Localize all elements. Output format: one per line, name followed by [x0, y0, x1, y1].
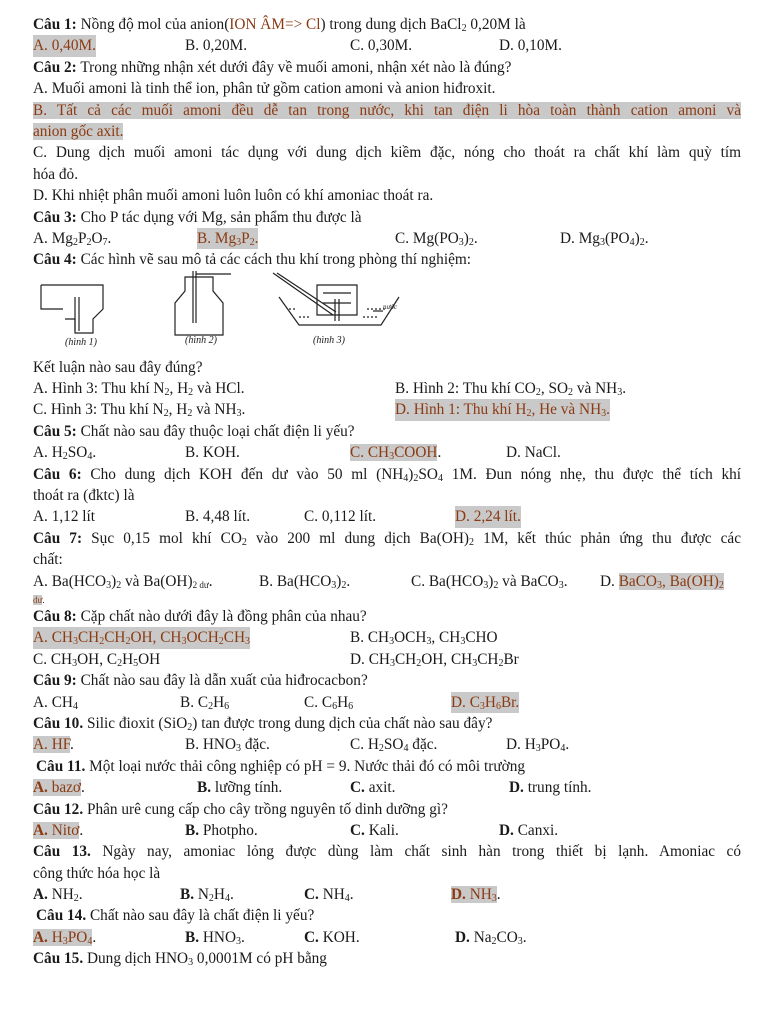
question-number: Câu 12.: [33, 800, 84, 818]
question-10: Câu 10. Silic đioxit (SiO$_2$) tan được trong dung dịch của chất nào sau đây?: [33, 714, 493, 733]
answer-option-a[interactable]: A. $H_3PO_4$.: [33, 928, 97, 947]
question-14: Câu 14. Chất nào sau đây là chất điện li yếu?: [36, 907, 315, 925]
answer-option-d[interactable]: D. 2,24 lít.: [455, 506, 521, 527]
answer-option-d[interactable]: D. 0,10M.: [499, 37, 562, 55]
handwritten-note: ION ÂM=> Cl: [229, 16, 321, 33]
answer-option-d[interactable]: D. $NH_3$.: [451, 886, 501, 905]
figure-3-caption: (hình 3): [313, 334, 345, 346]
question-4: Câu 4: Các hình vẽ sau mô tả các cách thu khí trong phòng thí nghiệm:: [33, 251, 472, 269]
question-number: Câu 10.: [33, 714, 84, 732]
question-number: Câu 8:: [33, 607, 77, 625]
question-12: Câu 12. Phân urê cung cấp cho cây trồng nguyên tố dinh dưỡng gì?: [33, 800, 448, 818]
answer-option-c[interactable]: C. 0,30M.: [350, 37, 413, 55]
answers-6: [33, 506, 741, 527]
answer-option-c[interactable]: C. $H_2SO_4$ đặc.: [350, 736, 438, 755]
question-number: Câu 2:: [33, 58, 77, 76]
answer-option-b[interactable]: B. $N_2H_4$.: [180, 886, 234, 905]
answers-11: [33, 777, 741, 798]
figure-area: [33, 271, 741, 357]
answers-1: [33, 35, 741, 56]
answer-option-a[interactable]: A. $CH_4$: [33, 693, 78, 712]
answer-option-a[interactable]: A. HF.: [33, 736, 74, 754]
answer-option-d[interactable]: D. $CH_3CH_2OH$, $CH_3CH_2Br$: [350, 650, 519, 669]
question-8: Câu 8: Cặp chất nào dưới đây là đồng phân của nhau?: [33, 607, 367, 625]
answer-option-b[interactable]: B. $Mg_3P_2$.: [197, 229, 259, 248]
answers-3: [33, 228, 741, 249]
figure-2-caption: (hình 2): [185, 334, 217, 346]
figure-1-caption: (hình 1): [65, 336, 97, 348]
question-15: Câu 15. Dung dịch $HNO_3$ 0,0001M có pH bằng: [33, 950, 327, 969]
answer-option-d[interactable]: D. BaCO$_3$, $Ba(OH)_2$: [600, 572, 724, 591]
answer-option-c[interactable]: C. $Ba(HCO_3)_2$ và BaCO$_3$.: [411, 572, 568, 591]
answer-option-c[interactable]: C. Hình 3: Thu khí $N_2$, $H_2$ và $NH_3$.: [33, 401, 246, 420]
figure-3-apparatus: [273, 273, 399, 325]
exam-document: [33, 14, 741, 970]
question-number: Câu 1:: [33, 16, 77, 33]
answer-option-b[interactable]: B. $HNO_3$ đặc.: [185, 736, 270, 755]
answer-option-c-cont: hóa đỏ.: [33, 165, 79, 183]
answer-option-b[interactable]: B. Tất cả các muối amoni đều dễ tan trong nước, khi tan điện li hòa toàn thành cation amoni và: [33, 101, 741, 119]
question-number: Câu 9:: [33, 672, 77, 690]
answer-option-b[interactable]: B. 0,20M.: [185, 37, 248, 55]
answer-option-b[interactable]: B. 4,48 lít.: [185, 508, 251, 526]
answer-option-d[interactable]: D. $Na_2CO_3$.: [455, 928, 527, 947]
answer-option-a[interactable]: A. $H_2SO_4$.: [33, 444, 97, 463]
answer-option-a[interactable]: A. 0,40M.: [33, 35, 96, 56]
question-13: Câu 13. Ngày nay, amoniac lỏng được dùng làm chất sinh hàn trong thiết bị lạnh. Amoniac có: [33, 843, 741, 861]
answer-option-d-cont: dư.: [33, 594, 45, 605]
answers-12: [33, 820, 741, 841]
question-9: Câu 9: Chất nào sau đây là dẫn xuất của hiđrocacbon?: [33, 672, 368, 690]
answer-option-c[interactable]: C. $CH_3OH$, $C_2H_5OH$: [33, 650, 161, 669]
answer-option-b[interactable]: B. Hình 2: Thu khí $CO_2$, $SO_2$ và $NH_3$.: [395, 380, 627, 399]
question-11: Câu 11. Một loại nước thải công nghiệp có pH = 9. Nước thải đó có môi trường: [36, 757, 526, 775]
question-number: Câu 5:: [33, 422, 77, 440]
answer-option-a[interactable]: A. Nitơ.: [33, 821, 84, 839]
question-number: Câu 6:: [33, 465, 82, 483]
answer-option-d[interactable]: D. Canxi.: [499, 821, 559, 839]
answers-8-row2: [33, 649, 741, 670]
question-number: Câu 3:: [33, 208, 77, 226]
figure-3-water-label: nước: [383, 302, 398, 311]
question-number: Câu 11.: [36, 757, 86, 775]
answer-option-a[interactable]: A. $Mg_2P_2O_7$.: [33, 229, 112, 248]
answer-option-d[interactable]: D. $Mg_3(PO_4)_2$.: [560, 229, 649, 248]
answer-option-a[interactable]: A. $NH_2$.: [33, 886, 83, 905]
answer-option-a[interactable]: A. $Ba(HCO_3)_2$ và $Ba(OH)_{2 dư}$.: [33, 572, 213, 591]
answer-option-a[interactable]: A. bazơ.: [33, 779, 85, 797]
question-3: Câu 3: Cho P tác dụng với Mg, sản phẩm thu được là: [33, 208, 362, 226]
answers-4-row1: [33, 378, 741, 399]
question-6-cont: thoát ra (đktc) là: [33, 487, 135, 505]
question-2: Câu 2: Trong những nhận xét dưới đây về muối amoni, nhận xét nào là đúng?: [33, 58, 512, 76]
answer-option-d[interactable]: D. $C_3H_6Br$.: [451, 693, 520, 712]
question-13-cont: công thức hóa học là: [33, 864, 161, 882]
answer-option-c[interactable]: C. 0,112 lít.: [304, 508, 377, 526]
answer-option-d[interactable]: D. trung tính.: [509, 779, 592, 797]
figure-1-apparatus: [41, 285, 103, 333]
answer-option-a[interactable]: A. Muối amoni là tinh thể ion, phân tử gồm cation amoni và anion hiđroxit.: [33, 80, 496, 98]
answer-option-c[interactable]: C. axit.: [350, 779, 396, 797]
question-6: Câu 6: Cho dung dịch KOH đến dư vào 50 ml $(NH_4)_2SO_4$ 1M. Đun nóng nhẹ, thu được thể tích khí: [33, 465, 741, 484]
question-7-cont: chất:: [33, 551, 63, 569]
answer-option-b[interactable]: B. lưỡng tính.: [197, 779, 283, 797]
answers-8-row1: [33, 627, 741, 648]
answer-option-b[interactable]: B. $HNO_3$.: [185, 928, 245, 947]
answer-option-d[interactable]: D. $H_3PO_4$.: [506, 736, 570, 755]
answer-option-b[interactable]: B. $C_2H_6$: [180, 693, 230, 712]
question-1: Câu 1: Nồng độ mol của anion(ION ÂM=> Cl) trong dung dịch BaCl$_2$ 0,20M là: [33, 16, 526, 34]
answer-option-d[interactable]: D. Khi nhiệt phân muối amoni luôn luôn có khí amoniac thoát ra.: [33, 187, 434, 205]
answer-option-c[interactable]: C. Kali.: [350, 821, 399, 839]
answer-option-c[interactable]: C. $Mg(PO_3)_2$.: [395, 229, 478, 248]
answer-option-b[interactable]: B. $CH_3OCH_3$, $CH_3CHO$: [350, 629, 498, 648]
answers-10: [33, 734, 741, 755]
question-5: Câu 5: Chất nào sau đây thuộc loại chất điện li yếu?: [33, 422, 355, 440]
question-number: Câu 7:: [33, 529, 83, 547]
question-number: Câu 15.: [33, 950, 84, 968]
answer-option-b-cont: anion gốc axit.: [33, 122, 124, 140]
answer-option-d[interactable]: D. NaCl.: [506, 444, 561, 462]
answer-option-a[interactable]: A. $CH_3CH_2CH_2OH$, $CH_3OCH_2CH_3$: [33, 629, 250, 648]
answer-option-c[interactable]: C. $CH_3COOH$.: [350, 444, 442, 463]
answer-option-c[interactable]: C. $C_6H_6$: [304, 693, 354, 712]
figure-2-apparatus: [175, 271, 231, 335]
answers-13: [33, 884, 741, 905]
question-number: Câu 14.: [36, 907, 87, 925]
answers-4-row2: [33, 399, 741, 420]
answer-option-c[interactable]: C. Dung dịch muối amoni tác dụng với dung dịch kiềm đặc, nóng cho thoát ra chất khí làm quỳ tím: [33, 144, 741, 162]
question-number: Câu 4:: [33, 251, 77, 269]
answer-option-b[interactable]: B. Photpho.: [185, 821, 258, 839]
answers-14: [33, 927, 741, 948]
answer-option-b[interactable]: B. KOH.: [185, 444, 240, 462]
question-number: Câu 13.: [33, 843, 91, 861]
answer-option-a[interactable]: A. 1,12 lít: [33, 508, 96, 526]
answers-5: [33, 442, 741, 463]
question-4-prompt: Kết luận nào sau đây đúng?: [33, 358, 203, 376]
answers-7: [33, 571, 741, 592]
question-7: Câu 7: Sục 0,15 mol khí $CO_2$ vào 200 ml dung dịch $Ba(OH)_2$ 1M, kết thúc phản ứng thu được các: [33, 529, 741, 548]
answer-option-c[interactable]: C. KOH.: [304, 928, 360, 946]
answers-9: [33, 692, 741, 713]
answer-option-a[interactable]: A. Hình 3: Thu khí $N_2$, $H_2$ và HCl.: [33, 380, 245, 399]
answer-option-b[interactable]: B. $Ba(HCO_3)_2$.: [259, 572, 351, 591]
answer-option-c[interactable]: C. $NH_4$.: [304, 886, 354, 905]
answer-option-d[interactable]: D. Hình 1: Thu khí $H_2$, He và $NH_3$.: [395, 401, 610, 420]
